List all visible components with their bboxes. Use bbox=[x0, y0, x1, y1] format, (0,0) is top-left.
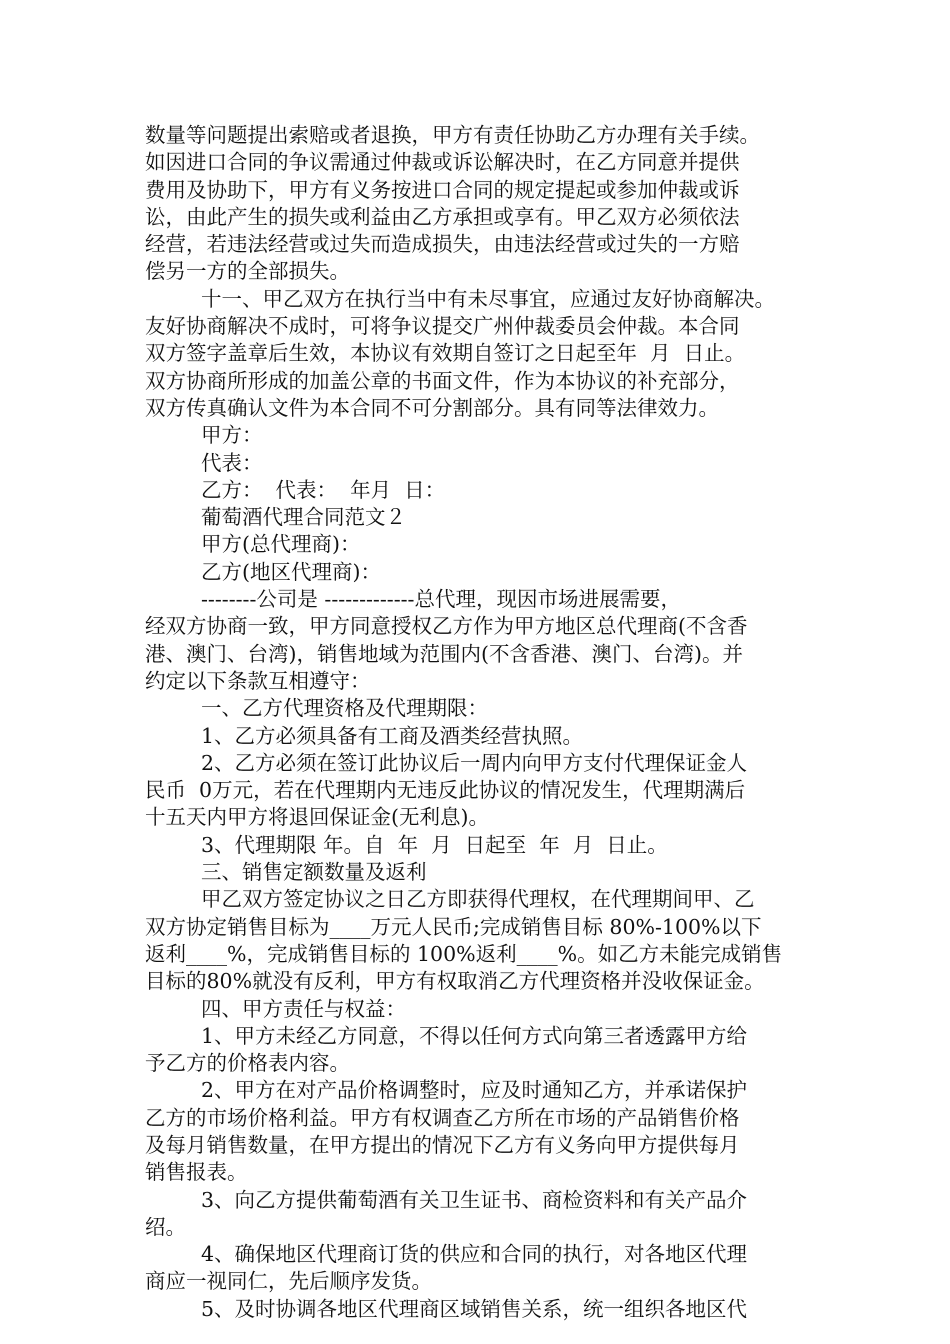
document-line: 双方协商所形成的加盖公章的书面文件，作为本协议的补充部分， bbox=[145, 368, 740, 393]
document-line: 四、甲方责任与权益： bbox=[201, 996, 406, 1021]
document-line: 甲乙双方签定协议之日乙方即获得代理权，在代理期间甲、乙 bbox=[201, 887, 755, 912]
document-line: 甲方(总代理商)： bbox=[201, 532, 361, 557]
document-line: 双方协定销售目标为____万元人民币;完成销售目标 80%-100%以下 bbox=[145, 914, 762, 939]
document-line: 3、代理期限 年。自 年 月 日起至 年 月 日止。 bbox=[201, 832, 668, 857]
document-line: 偿另一方的全部损失。 bbox=[145, 259, 350, 284]
document-line: 销售报表。 bbox=[145, 1160, 248, 1185]
document-line: 如因进口合同的争议需通过仲裁或诉讼解决时，在乙方同意并提供 bbox=[145, 150, 740, 175]
document-line: 绍。 bbox=[145, 1214, 186, 1239]
document-line: 代表： bbox=[201, 450, 263, 475]
document-line: 乙方的市场价格利益。甲方有权调查乙方所在市场的产品销售价格 bbox=[145, 1105, 740, 1130]
document-line: 约定以下条款互相遵守： bbox=[145, 668, 371, 693]
document-line: 5、及时协调各地区代理商区域销售关系，统一组织各地区代 bbox=[201, 1296, 748, 1321]
document-line: 1、乙方必须具备有工商及酒类经营执照。 bbox=[201, 723, 584, 748]
document-line: 4、确保地区代理商订货的供应和合同的执行，对各地区代理 bbox=[201, 1242, 748, 1267]
document-line: 1、甲方未经乙方同意，不得以任何方式向第三者透露甲方给 bbox=[201, 1023, 748, 1048]
document-line: 友好协商解决不成时，可将争议提交广州仲裁委员会仲裁。本合同 bbox=[145, 314, 740, 339]
document-line: 2、乙方必须在签订此协议后一周内向甲方支付代理保证金人 bbox=[201, 750, 748, 775]
document-line: 返利____%，完成销售目标的 100%返利____%。如乙方未能完成销售 bbox=[145, 941, 783, 966]
document-line: 3、向乙方提供葡萄酒有关卫生证书、商检资料和有关产品介 bbox=[201, 1187, 748, 1212]
document-line: 乙方： 代表： 年月 日： bbox=[201, 477, 446, 502]
document-line: 目标的80%就没有反利，甲方有权取消乙方代理资格并没收保证金。 bbox=[145, 969, 765, 994]
document-line: 葡萄酒代理合同范文２ bbox=[201, 505, 406, 530]
document-line: 数量等问题提出索赔或者退换，甲方有责任协助乙方办理有关手续。 bbox=[145, 123, 760, 147]
document-line: --------公司是 -------------总代理，现因市场进展需要， bbox=[201, 587, 681, 612]
document-line: 十五天内甲方将退回保证金(无利息)。 bbox=[145, 805, 489, 830]
document-line: 十一、甲乙双方在执行当中有未尽事宜，应通过友好协商解决。 bbox=[201, 286, 775, 311]
document-line: 经营，若违法经营或过失而造成损失，由违法经营或过失的一方赔 bbox=[145, 232, 740, 257]
document-line: 甲方： bbox=[201, 423, 263, 448]
document-line: 港、澳门、台湾)，销售地域为范围内(不含香港、澳门、台湾)。并 bbox=[145, 641, 743, 666]
document-line: 三、销售定额数量及返利 bbox=[201, 860, 427, 885]
document-line: 经双方协商一致，甲方同意授权乙方作为甲方地区总代理商(不含香 bbox=[145, 614, 748, 639]
document-line: 商应一视同仁，先后顺序发货。 bbox=[145, 1269, 432, 1294]
document-body bbox=[145, 122, 815, 1323]
document-line: 讼，由此产生的损失或利益由乙方承担或享有。甲乙双方必须依法 bbox=[145, 204, 740, 229]
document-line: 予乙方的价格表内容。 bbox=[145, 1051, 350, 1076]
document-line: 费用及协助下，甲方有义务按进口合同的规定提起或参加仲裁或诉 bbox=[145, 177, 740, 202]
document-line: 2、甲方在对产品价格调整时，应及时通知乙方，并承诺保护 bbox=[201, 1078, 748, 1103]
document-line: 双方签字盖章后生效，本协议有效期自签订之日起至年 月 日止。 bbox=[145, 341, 746, 366]
document-line: 及每月销售数量，在甲方提出的情况下乙方有义务向甲方提供每月 bbox=[145, 1132, 740, 1157]
document-line: 双方传真确认文件为本合同不可分割部分。具有同等法律效力。 bbox=[145, 395, 719, 420]
document-line: 民币 0万元，若在代理期内无违反此协议的情况发生，代理期满后 bbox=[145, 778, 746, 803]
document-line: 乙方(地区代理商)： bbox=[201, 559, 381, 584]
document-line: 一、乙方代理资格及代理期限： bbox=[201, 696, 488, 721]
